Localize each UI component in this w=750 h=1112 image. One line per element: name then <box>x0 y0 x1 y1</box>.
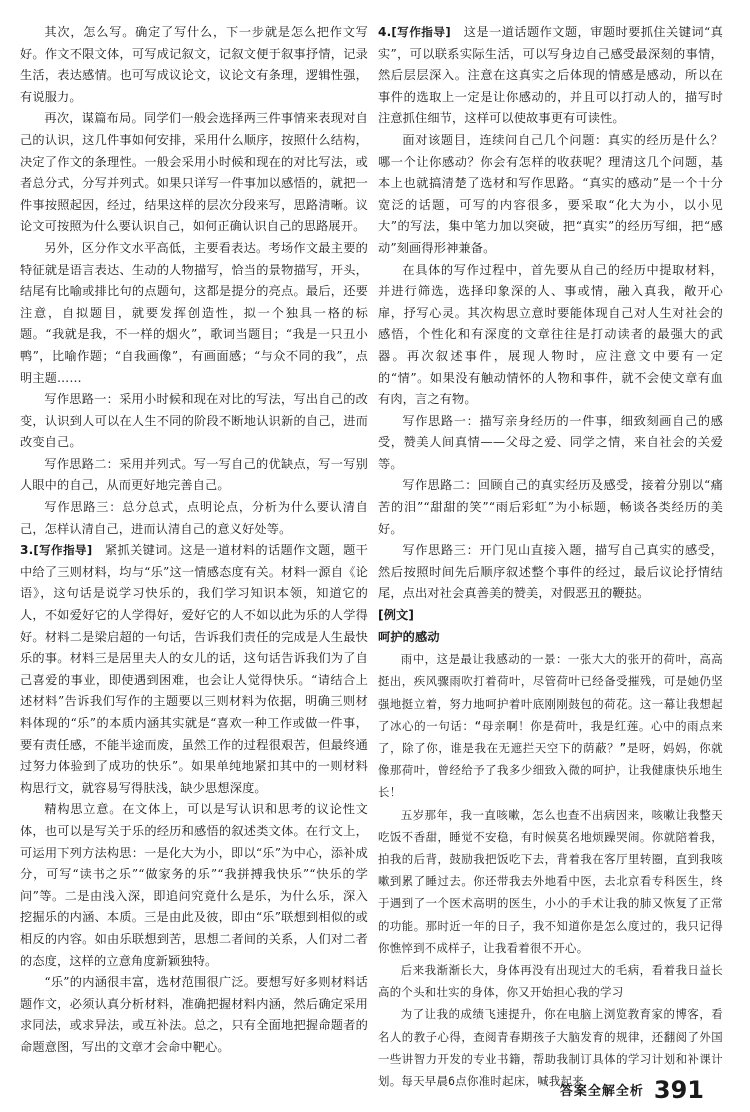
left-column <box>20 22 368 1059</box>
question-4-number: 4. <box>378 25 392 39</box>
footer-label: 答案全解全析 <box>559 1084 644 1099</box>
example-label: [例文] <box>378 608 415 623</box>
question-4-tag: [写作指导] <box>391 25 451 39</box>
page-number: 391 <box>653 1076 704 1104</box>
question-4-text: 这是一道话题作文题，审题时要抓住关键词“真实”，可以联系实际生活，可以写身边自己感受最深刻的事情，然后层层深入。注意在这真实之后体现的情感是感动，所以在事件的选取上一定是让你感动的，并且可以打动人的，描写时注意抓住细节，这样可以使故事更有可读性。 <box>378 25 723 126</box>
right-column <box>378 22 723 1092</box>
essay-paragraph: 为了让我的成绩飞速提升，你在电脑上浏览教育家的博客，看名人的教子心得，查阅青春期孩子大脑发育的规律，还翻阅了外国一些讲智力开发的专业书籍，帮助我制订具体的学习计划和补课计划。每天早晨6点你准时起床，喊我起来 <box>378 1007 723 1089</box>
question-3-tag: [写作指导] <box>33 543 93 558</box>
example-essay <box>378 648 723 1092</box>
writing-idea-1: 写作思路一：采用小时候和现在对比的写法，写出自己的改变，认识到人可以在人生不同的阶段不断地认识新的自己，进而改变自己。 <box>20 392 368 450</box>
essay-title: 呵护的感动 <box>378 629 440 644</box>
question-3-number: 3. <box>20 543 34 558</box>
paragraph-material-scope: “乐”的内涵很丰富，选材范围很广泛。要想写好多则材料话题作文，必须认真分析材料，准确把握材料内涵，然后确定采用求同法，或求异法，或互补法。总之，只有全面地把握命题者的命题意图，写出的文章才会命中靶心。 <box>20 975 368 1054</box>
essay-paragraph: 雨中，这是最让我感动的一景：一张大大的张开的荷叶，高高挺出，疾风骤雨吹打着荷叶，尽管荷叶已经备受摧残，可是她仍坚强地挺立着，努力地呵护着叶底刚刚鼓包的荷花。这一幕让我想起了冰心的一句话：“母亲啊！你是荷叶，我是红莲。心中的雨点来了，除了你，谁是我在无遮拦天空下的荫蔽？”是呀，妈妈，你就像那荷叶，曾经给予了我多少细致入微的呵护，让我健康快乐地生长！ <box>378 652 723 800</box>
paragraph-process: 在具体的写作过程中，首先要从自己的经历中提取材料，并进行筛选，选择印象深的人、事或情，融入真我，敞开心扉，抒写心灵。其次构思立意时要能体现自己对人生对社会的感悟，个性化和有深度的文章往往是打动读者的最强大的武器。再次叙述事件，展现人物时，应注意文中要有一定的“情”。如果没有触动情怀的人物和事件，就不会使文章有血有肉，言之有物。 <box>378 262 723 407</box>
paragraph-expression: 另外，区分作文水平高低，主要看表达。考场作文最主要的特征就是语言表达、生动的人物描写，恰当的景物描写，开头，结尾有比喻或排比句的点题句，这都是提分的亮点。最后，还要注意，自拟题目，就要发挥创造性，拟一个独具一格的标题。“我就是我，不一样的烟火”，歌词当题目；“我是一只丑小鸭”，比喻作题；“自我画像”，有画面感；“与众不同的我”，点明主题…… <box>20 240 368 385</box>
writing-idea-2: 写作思路二：采用并列式。写一写自己的优缺点，写一写别人眼中的自己，从而更好地完善自己。 <box>20 456 368 493</box>
writing-idea-1: 写作思路一：描写亲身经历的一件事，细致刻画自己的感受，赞美人间真情——父母之爱、同学之情，来自社会的关爱等。 <box>378 413 723 471</box>
paragraph-how-to-write: 其次，怎么写。确定了写什么，下一步就是怎么把作文写好。作文不限文体，可写成记叙文，记叙文便于叙事抒情，记录生活，表达感情。也可写成议论文，议论文有条理，逻辑性强，有说服力。 <box>20 25 368 104</box>
question-3-text: 紧抓关键词。这是一道材料的话题作文题，题干中给了三则材料，均与“乐”这一情感态度有关。材料一源自《论语》，这句话是说学习快乐的，我们学习知识本领，知道它的人，不如爱好它的人学得好，爱好它的人不如以此为乐的人学得好。材料二是梁启超的一句话，告诉我们责任的完成是人生最快乐的事。材料三是居里夫人的女儿的话，这句话告诉我们为了自己喜爱的事业，即使遇到困难，也会让人觉得快乐。“请结合上述材料”告诉我们写作的主题要以三则材料为依据，明确三则材料体现的“乐”的本质内涵其实就是“喜欢一种工作或做一件事，要有责任感，不能半途而废，虽然工作的过程很艰苦，但最终通过努力体验到了成功的快乐”。如果单纯地紧扣其中的一则材料构思行文，就容易写得肤浅，缺少思想深度。 <box>20 543 369 795</box>
paragraph-layout: 再次，谋篇布局。同学们一般会选择两三件事情来表现对自己的认识，这几件事如何安排，采用什么顺序，按照什么结构，决定了作文的条理性。一般会采用小时候和现在的对比写法，或者总分式，分写并列式。如果只详写一件事加以感悟的，就把一件事按照起因，经过，结果这样的层次分段来写，思路清晰。议论文可按照为什么要认识自己，如何正确认识自己的思路展开。 <box>20 111 368 234</box>
question-3-guidance <box>20 540 368 799</box>
paragraph-conception: 精构思立意。在文体上，可以是写认识和思考的议论性文体，也可以是写关于乐的经历和感悟的叙述类文体。在行文上，可运用下列方法构思：一是化大为小，即以“乐”为中心，添补成分，可写“读书之乐”“做家务的乐”“我拼搏我快乐”“快乐的学问”等。二是由浅入深，即追问究竟什么是乐，为什么乐，深入挖掘乐的内涵、本质。三是由此及彼，即由“乐”联想到相似的或相反的内容。如由乐联想到苦，思想二者间的关系，人们对二者的态度，这样的立意角度新颖独特。 <box>20 802 368 968</box>
paragraph-questions: 面对该题目，连续问自己几个问题：真实的经历是什么？哪一个让你感动？你会有怎样的收获呢？理清这几个问题，基本上也就搞清楚了选材和写作思路。“真实的感动”是一个十分宽泛的话题，可写的内容很多，要采取“化大为小，以小见大”的写法，集中笔力加以突破，把“真实”的经历写细，把“感动”刻画得形神兼备。 <box>378 132 723 255</box>
writing-idea-3: 写作思路三：开门见山直接入题，描写自己真实的感受，然后按照时间先后顺序叙述整个事件的经过，最后议论抒情结尾，点出对社会真善美的赞美，对假恶丑的鞭挞。 <box>378 543 723 601</box>
essay-paragraph: 五岁那年，我一直咳嗽，怎么也查不出病因来，咳嗽让我整天吃饭不香甜，睡觉不安稳，有时候莫名地烦躁哭闹。你就陪着我，拍我的后背，鼓励我把饭吃下去，背着我在客厅里转圈，直到我咳嗽到累了睡过去。你还带我去外地看中医，去北京看专科医生，终于遇到了一个医术高明的医生，小小的手术让我的肺又恢复了正常的功能。那时近一年的日子，我不知道你是怎么度过的，我只记得你憔悴到不成样子，让我看着很不开心。 <box>378 807 723 955</box>
essay-paragraph: 后来我渐渐长大，身体再没有出现过大的毛病，看着我日益长高的个头和壮实的身体，你又开始担心我的学习 <box>378 963 723 1000</box>
writing-idea-3: 写作思路三：总分总式，点明论点，分析为什么要认清自己，怎样认清自己，进而认清自己的意义好处等。 <box>20 500 368 536</box>
writing-idea-2: 写作思路二：回顾自己的真实经历及感受，接着分别以“痛苦的泪”“甜甜的笑”“雨后彩虹”为小标题，畅谈各类经历的美好。 <box>378 478 723 536</box>
question-4-guidance <box>378 22 723 130</box>
page-footer <box>560 1078 704 1102</box>
